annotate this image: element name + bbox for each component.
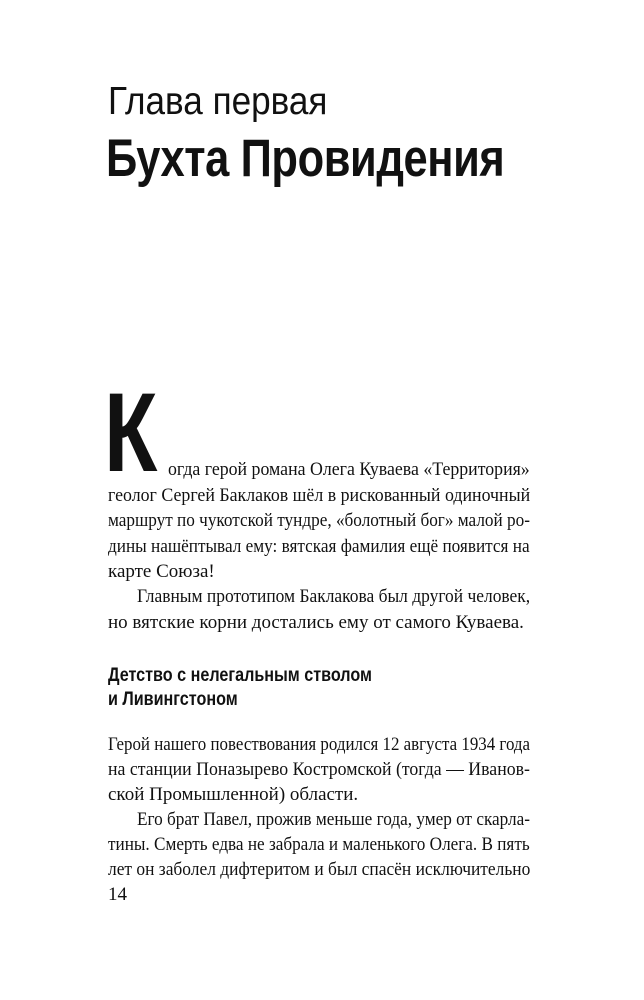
text-line: тины. Смерть едва не забрала и маленького Олега. В пять [108, 834, 530, 855]
section-heading: Детство с нелегальным стволом [108, 665, 372, 686]
chapter-label: Глава первая [108, 80, 328, 123]
drop-cap: К [104, 370, 158, 495]
text-line: карте Союза! [108, 561, 215, 582]
text-line: Герой нашего повествования родился 12 августа 1934 года [108, 734, 531, 755]
chapter-title: Бухта Провидения [106, 129, 505, 188]
section-heading: и Ливингстоном [108, 689, 238, 710]
text-line: геолог Сергей Баклаков шёл в рискованный одиночный [108, 485, 531, 506]
text-line: Главным прототипом Баклакова был другой человек, [137, 586, 531, 607]
text-line: маршрут по чукотской тундре, «болотный бог» малой ро- [108, 510, 530, 531]
text-line: но вятские корни достались ему от самого Куваева. [108, 612, 524, 633]
text-line: огда герой романа Олега Куваева «Территория» [168, 459, 530, 480]
text-line: дины нашёптывал ему: вятская фамилия ещё появится на [108, 536, 530, 557]
text-line: Его брат Павел, прожив меньше года, умер от скарла- [137, 809, 531, 830]
text-line: на станции Поназырево Костромской (тогда — Иванов- [108, 759, 530, 780]
text-line: ской Промышленной) области. [108, 784, 359, 805]
page-number: 14 [108, 884, 127, 905]
text-line: лет он заболел дифтеритом и был спасён исключительно [108, 859, 531, 880]
